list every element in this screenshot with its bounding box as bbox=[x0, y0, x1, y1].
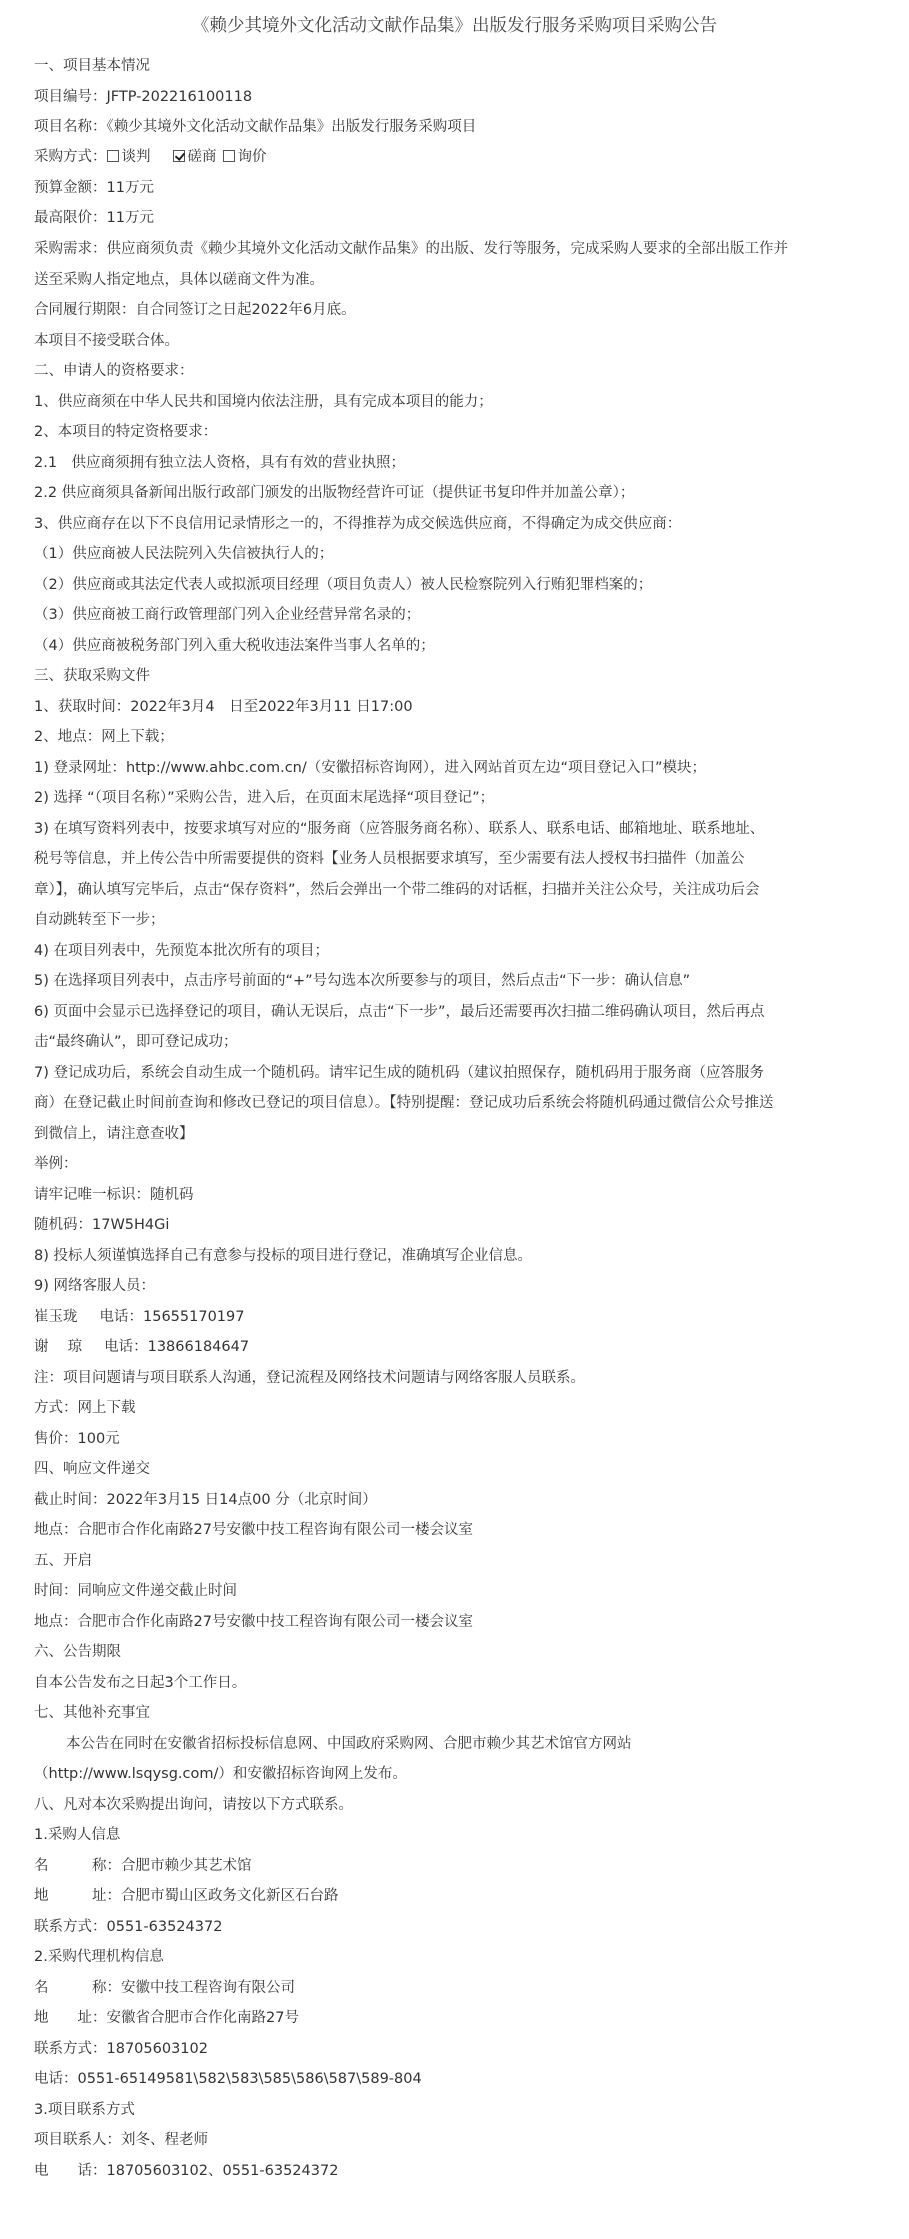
agency-heading: 2.采购代理机构信息 bbox=[34, 1949, 164, 1965]
step-2: 2) 选择 “（项目名称）”采购公告，进入后，在页面末尾选择“项目登记”； bbox=[34, 790, 495, 806]
consortium-note: 本项目不接受联合体。 bbox=[34, 333, 179, 349]
project-contact-heading: 3.项目联系方式 bbox=[34, 2102, 135, 2118]
qualification-2-1: 2.1 供应商须拥有独立法人资格，具有有效的营业执照； bbox=[34, 455, 406, 471]
section-heading-obtain-documents: 三、获取采购文件 bbox=[34, 668, 150, 684]
section-heading-basic-info: 一、项目基本情况 bbox=[34, 58, 150, 74]
checkbox-inquiry bbox=[223, 150, 235, 162]
project-contact-phone bbox=[34, 2161, 894, 2181]
procurement-method-label: 采购方式： bbox=[34, 149, 107, 165]
step-1: 1) 登录网址：http://www.ahbc.com.cn/（安徽招标咨询网），进入网站首页左边“项目登记入口”模块； bbox=[34, 760, 707, 776]
contract-period: 合同履行期限：自合同签订之日起2022年6月底。 bbox=[34, 302, 356, 318]
step-6-line-2: 击“最终确认”，即可登记成功； bbox=[34, 1034, 238, 1050]
qualification-3-3: （3）供应商被工商行政管理部门列入企业经营异常名录的； bbox=[34, 607, 421, 623]
example-line-2: 随机码：17W5H4Gi bbox=[34, 1217, 170, 1233]
obtain-place: 2、地点：网上下载； bbox=[34, 729, 174, 745]
qualification-3-2: （2）供应商或其法定代表人或拟派项目经理（项目负责人）被人民检察院列入行贿犯罪档案的； bbox=[34, 577, 653, 593]
purchaser-address-label: 地 址： bbox=[34, 1888, 121, 1904]
procurement-method bbox=[34, 147, 894, 167]
agency-contact: 联系方式：18705603102 bbox=[34, 2041, 208, 2057]
section-heading-submission: 四、响应文件递交 bbox=[34, 1461, 150, 1477]
project-contact-phone-value: 18705603102、0551-63524372 bbox=[106, 2163, 339, 2179]
support-contact-1 bbox=[34, 1307, 894, 1327]
agency-phone: 电话：0551-65149581\582\583\585\586\587\589-804 bbox=[34, 2071, 422, 2087]
section-heading-qualifications: 二、申请人的资格要求： bbox=[34, 363, 194, 379]
purchaser-contact: 联系方式：0551-63524372 bbox=[34, 1919, 223, 1935]
option-inquiry-label: 询价 bbox=[237, 149, 267, 165]
qualification-3-4: （4）供应商被税务部门列入重大税收违法案件当事人名单的； bbox=[34, 638, 435, 654]
obtain-way: 方式：网上下载 bbox=[34, 1400, 136, 1416]
step-7-line-2: 商）在登记截止时间前查询和修改已登记的项目信息）。【特别提醒：登记成功后系统会将随机码通过微信公众号推送 bbox=[34, 1095, 774, 1111]
purchaser-address bbox=[34, 1886, 894, 1906]
qualification-3-1: （1）供应商被人民法院列入失信被执行人的； bbox=[34, 546, 334, 562]
option-negotiation-label: 谈判 bbox=[121, 149, 151, 165]
purchaser-name bbox=[34, 1856, 894, 1876]
section-heading-notice-period: 六、公告期限 bbox=[34, 1644, 121, 1660]
step-3-line-2: 税号等信息，并上传公告中所需要提供的资料【业务人员根据要求填写，至少需要有法人授权书扫描件（加盖公 bbox=[34, 851, 745, 867]
support-phone-1: 电话：15655170197 bbox=[99, 1309, 245, 1325]
step-6-line-1: 6) 页面中会显示已选择登记的项目，确认无误后，点击“下一步”，最后还需要再次扫描二维码确认项目，然后再点 bbox=[34, 1004, 765, 1020]
section-heading-opening: 五、开启 bbox=[34, 1553, 92, 1569]
section-heading-other-matters: 七、其他补充事宜 bbox=[34, 1705, 150, 1721]
qualification-2-2: 2.2 供应商须具备新闻出版行政部门颁发的出版物经营许可证（提供证书复印件并加盖公章）； bbox=[34, 485, 635, 501]
page-title: 《赖少其境外文化活动文献作品集》出版发行服务采购项目采购公告 bbox=[192, 16, 717, 36]
agency-address-label: 地 址： bbox=[34, 2010, 107, 2026]
notice-period: 自本公告发布之日起3个工作日。 bbox=[34, 1675, 247, 1691]
qualification-3: 3、供应商存在以下不良信用记录情形之一的，不得推荐为成交候选供应商，不得确定为成交供应商： bbox=[34, 516, 682, 532]
support-phone-2: 电话：13866184647 bbox=[104, 1339, 250, 1355]
document-price: 售价：100元 bbox=[34, 1431, 120, 1447]
step-9: 9) 网络客服人员： bbox=[34, 1278, 155, 1294]
publication-line-1: 本公告在同时在安徽省招标投标信息网、中国政府采购网、合肥市赖少其艺术馆官方网站 bbox=[66, 1736, 632, 1752]
step-3-line-4: 自动跳转至下一步； bbox=[34, 912, 165, 928]
project-contact-person: 项目联系人：刘冬、程老师 bbox=[34, 2132, 208, 2148]
step-8: 8) 投标人须谨慎选择自己有意参与投标的项目进行登记，准确填写企业信息。 bbox=[34, 1248, 532, 1264]
step-4: 4) 在项目列表中，先预览本批次所有的项目； bbox=[34, 943, 329, 959]
option-consultation-label: 磋商 bbox=[187, 149, 217, 165]
checkbox-negotiation bbox=[107, 150, 119, 162]
purchaser-name-value: 合肥市赖少其艺术馆 bbox=[121, 1858, 252, 1874]
agency-name-value: 安徽中技工程咨询有限公司 bbox=[121, 1980, 295, 1996]
example-line-1: 请牢记唯一标识：随机码 bbox=[34, 1187, 194, 1203]
agency-address bbox=[34, 2008, 894, 2028]
step-3-line-3: 章）】，确认填写完毕后，点击“保存资料”，然后会弹出一个带二维码的对话框，扫描并关注公众号，关注成功后会 bbox=[34, 882, 760, 898]
publication-line-2: （http://www.lsqysg.com/）和安徽招标咨询网上发布。 bbox=[34, 1766, 407, 1782]
purchaser-address-value: 合肥市蜀山区政务文化新区石台路 bbox=[121, 1888, 339, 1904]
example-label: 举例： bbox=[34, 1156, 78, 1172]
procurement-demand-line-1: 采购需求：供应商须负责《赖少其境外文化活动文献作品集》的出版、发行等服务，完成采购人要求的全部出版工作并 bbox=[34, 241, 788, 257]
purchaser-heading: 1.采购人信息 bbox=[34, 1827, 121, 1843]
submission-deadline: 截止时间：2022年3月15 日14点00 分（北京时间） bbox=[34, 1492, 377, 1508]
opening-time: 时间：同响应文件递交截止时间 bbox=[34, 1583, 237, 1599]
step-7-line-1: 7) 登记成功后，系统会自动生成一个随机码。请牢记生成的随机码（建议拍照保存，随机码用于服务商（应答服务 bbox=[34, 1065, 764, 1081]
contact-note: 注：项目问题请与项目联系人沟通，登记流程及网络技术问题请与网络客服人员联系。 bbox=[34, 1370, 585, 1386]
opening-place: 地点：合肥市合作化南路27号安徽中技工程咨询有限公司一楼会议室 bbox=[34, 1614, 473, 1630]
support-contact-2 bbox=[34, 1337, 894, 1357]
max-price: 最高限价：11万元 bbox=[34, 210, 154, 226]
project-name: 项目名称：《赖少其境外文化活动文献作品集》出版发行服务采购项目 bbox=[34, 119, 477, 135]
project-contact-phone-label: 电 话： bbox=[34, 2163, 107, 2179]
step-5: 5) 在选择项目列表中，点击序号前面的“+”号勾选本次所要参与的项目，然后点击“下一步：确认信息” bbox=[34, 973, 691, 989]
purchaser-name-label: 名 称： bbox=[34, 1858, 121, 1874]
support-name-1: 崔玉珑 bbox=[34, 1309, 78, 1325]
step-3-line-1: 3) 在填写资料列表中，按要求填写对应的“服务商（应答服务商名称）、联系人、联系电话、邮箱地址、联系地址、 bbox=[34, 821, 765, 837]
qualification-2: 2、本项目的特定资格要求： bbox=[34, 424, 218, 440]
support-name-2: 谢 琼 bbox=[34, 1339, 83, 1355]
agency-name bbox=[34, 1978, 894, 1998]
checkbox-consultation-checked bbox=[173, 150, 185, 162]
budget-amount: 预算金额：11万元 bbox=[34, 180, 154, 196]
obtain-time: 1、获取时间：2022年3月4 日至2022年3月11 日17:00 bbox=[34, 699, 413, 715]
section-heading-contacts: 八、凡对本次采购提出询问，请按以下方式联系。 bbox=[34, 1797, 353, 1813]
procurement-demand-line-2: 送至采购人指定地点，具体以磋商文件为准。 bbox=[34, 272, 324, 288]
project-number: 项目编号：JFTP-202216100118 bbox=[34, 89, 253, 105]
qualification-1: 1、供应商须在中华人民共和国境内依法注册，具有完成本项目的能力； bbox=[34, 394, 493, 410]
agency-address-value: 安徽省合肥市合作化南路27号 bbox=[106, 2010, 299, 2026]
agency-name-label: 名 称： bbox=[34, 1980, 121, 1996]
submission-place: 地点：合肥市合作化南路27号安徽中技工程咨询有限公司一楼会议室 bbox=[34, 1522, 473, 1538]
step-7-line-3: 到微信上，请注意查收】 bbox=[34, 1126, 194, 1142]
